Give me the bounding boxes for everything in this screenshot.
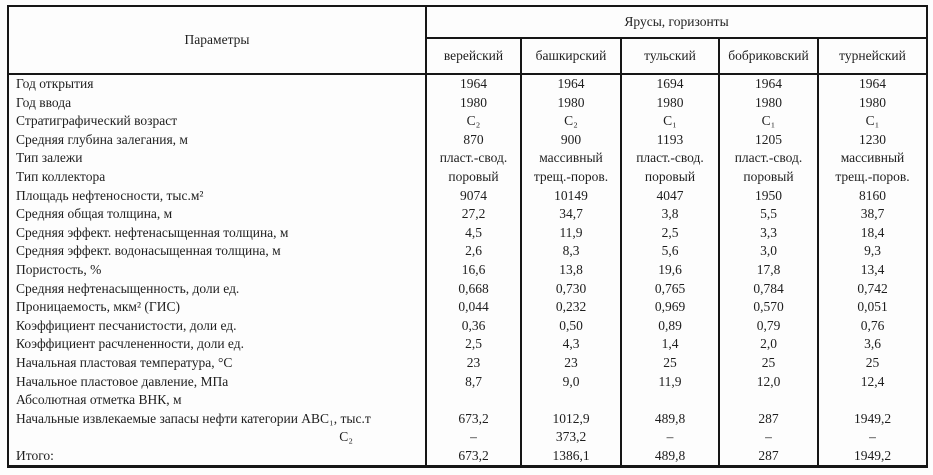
cell-value: 489,8 [621,447,719,467]
params-header-cell: Параметры [8,6,426,74]
cell-value: 0,570 [719,298,818,317]
cell-value: 34,7 [521,205,621,224]
cell-value: С₁ [818,112,927,131]
table-row [8,187,927,206]
row-label: Год ввода [16,94,72,110]
cell-value: 25 [818,354,927,373]
cell-value: 11,9 [521,224,621,243]
cell-value: – [621,428,719,447]
cell-value: 1193 [621,131,719,150]
cell-value: 19,6 [621,261,719,280]
row-label: Итого: [16,447,54,463]
row-label: Средняя общая толщина, м [16,206,173,222]
column-header-5: турнейский [818,38,927,74]
cell-value: 0,784 [719,280,818,299]
table-row [8,317,927,336]
cell-value: 5,5 [719,205,818,224]
cell-value: 12,4 [818,373,927,392]
cell-value: 9074 [426,187,521,206]
table-row [8,335,927,354]
cell-value: 287 [719,447,818,467]
column-header-4: бобриковский [719,38,818,74]
cell-value [426,391,521,410]
cell-value [621,391,719,410]
cell-value: 1,4 [621,335,719,354]
row-label: Абсолютная отметка ВНК, м [16,392,182,408]
cell-value: пласт.-свод. [426,149,521,168]
cell-value: 25 [719,354,818,373]
cell-value: 1964 [521,74,621,94]
cell-value: 8,3 [521,242,621,261]
table-row [8,391,927,410]
table-row [8,261,927,280]
row-label: Пористость, % [16,261,102,277]
table-row [8,447,927,467]
cell-value: 373,2 [521,428,621,447]
cell-value: 1980 [426,94,521,113]
cell-value: 0,668 [426,280,521,299]
table-row [8,298,927,317]
cell-value: 25 [621,354,719,373]
cell-value: 1950 [719,187,818,206]
cell-value: 13,8 [521,261,621,280]
cell-value: 0,232 [521,298,621,317]
table-row [8,224,927,243]
cell-value: 4047 [621,187,719,206]
cell-value: С₁ [621,112,719,131]
cell-value: 1980 [719,94,818,113]
cell-value: 2,0 [719,335,818,354]
parameters-table [7,5,928,468]
cell-value: С₂ [426,112,521,131]
cell-value: поровый [719,168,818,187]
row-label: Проницаемость, мкм² (ГИС) [16,299,180,315]
cell-value: 3,6 [818,335,927,354]
cell-value: 38,7 [818,205,927,224]
cell-value: трещ.-поров. [521,168,621,187]
cell-value: 489,8 [621,410,719,429]
cell-value: 1980 [521,94,621,113]
row-label: Средняя нефтенасыщенность, доли ед. [16,280,240,296]
cell-value: – [426,428,521,447]
table-row [8,242,927,261]
table-row [8,112,927,131]
cell-value: 4,5 [426,224,521,243]
cell-value: 11,9 [621,373,719,392]
cell-value: 1964 [426,74,521,94]
cell-value: 16,6 [426,261,521,280]
cell-value: 3,3 [719,224,818,243]
cell-value: массивный [521,149,621,168]
cell-value: 0,765 [621,280,719,299]
table-body [8,74,927,467]
table-row [8,428,927,447]
table-row [8,131,927,150]
cell-value: 900 [521,131,621,150]
cell-value [521,391,621,410]
cell-value: 1949,2 [818,447,927,467]
cell-value: 287 [719,410,818,429]
cell-value: 9,3 [818,242,927,261]
cell-value: 8160 [818,187,927,206]
table-row [8,94,927,113]
cell-value: 1230 [818,131,927,150]
cell-value: С₁ [719,112,818,131]
cell-value: 18,4 [818,224,927,243]
group-header-cell: Ярусы, горизонты [426,6,927,38]
cell-value: пласт.-свод. [719,149,818,168]
row-label: Площадь нефтеносности, тыс.м² [16,187,204,203]
cell-value: 1980 [818,94,927,113]
table-row [8,168,927,187]
cell-value: 0,79 [719,317,818,336]
cell-value: 1980 [621,94,719,113]
cell-value: 2,5 [426,335,521,354]
cell-value: 27,2 [426,205,521,224]
table-row [8,280,927,299]
cell-value: 0,36 [426,317,521,336]
row-label: Коэффициент песчанистости, доли ед. [16,317,237,333]
cell-value: 12,0 [719,373,818,392]
cell-value: 0,76 [818,317,927,336]
cell-value [818,391,927,410]
cell-value: 17,8 [719,261,818,280]
cell-value: 9,0 [521,373,621,392]
row-label: Начальная пластовая температура, °С [16,354,233,370]
cell-value: 5,6 [621,242,719,261]
cell-value: массивный [818,149,927,168]
cell-value: С₂ [521,112,621,131]
column-header-3: тульский [621,38,719,74]
cell-value: поровый [621,168,719,187]
table-row [8,205,927,224]
cell-value [719,391,818,410]
cell-value: 1964 [719,74,818,94]
cell-value: 3,8 [621,205,719,224]
row-label: Коэффициент расчлененности, доли ед. [16,336,244,352]
cell-value: 1964 [818,74,927,94]
row-label: С₂ [339,429,353,445]
cell-value: 0,50 [521,317,621,336]
row-label: Средняя эффект. нефтенасыщенная толщина, м [16,224,289,240]
column-header-1: верейский [426,38,521,74]
cell-value: 3,0 [719,242,818,261]
cell-value: поровый [426,168,521,187]
cell-value: 1205 [719,131,818,150]
cell-value: 4,3 [521,335,621,354]
cell-value: 0,730 [521,280,621,299]
cell-value: 13,4 [818,261,927,280]
cell-value: 0,051 [818,298,927,317]
row-label: Тип залежи [16,150,83,166]
cell-value: 1694 [621,74,719,94]
cell-value: трещ.-поров. [818,168,927,187]
cell-value: – [719,428,818,447]
table-row [8,149,927,168]
cell-value: 2,5 [621,224,719,243]
table-row [8,410,927,429]
cell-value: пласт.-свод. [621,149,719,168]
cell-value: 0,89 [621,317,719,336]
row-label: Год открытия [16,76,94,91]
cell-value: 10149 [521,187,621,206]
cell-value: 1386,1 [521,447,621,467]
cell-value: 1949,2 [818,410,927,429]
cell-value: 8,7 [426,373,521,392]
cell-value: – [818,428,927,447]
cell-value: 673,2 [426,447,521,467]
cell-value: 23 [426,354,521,373]
table-row [8,373,927,392]
row-label: Средняя глубина залегания, м [16,131,188,147]
table-row [8,74,927,94]
row-label: Тип коллектора [16,168,106,184]
cell-value: 870 [426,131,521,150]
cell-value: 0,969 [621,298,719,317]
group-header-row [8,6,927,38]
cell-value: 1012,9 [521,410,621,429]
cell-value: 0,044 [426,298,521,317]
table-row [8,354,927,373]
row-label: Средняя эффект. водонасыщенная толщина, м [16,243,281,259]
cell-value: 23 [521,354,621,373]
cell-value: 0,742 [818,280,927,299]
table-header [8,6,927,74]
cell-value: 2,6 [426,242,521,261]
row-label: Начальное пластовое давление, МПа [16,373,229,389]
cell-value: 673,2 [426,410,521,429]
row-label: Начальные извлекаемые запасы нефти категории АВС₁, тыс.т [16,410,371,426]
row-label: Стратиграфический возраст [16,113,178,129]
column-header-2: башкирский [521,38,621,74]
